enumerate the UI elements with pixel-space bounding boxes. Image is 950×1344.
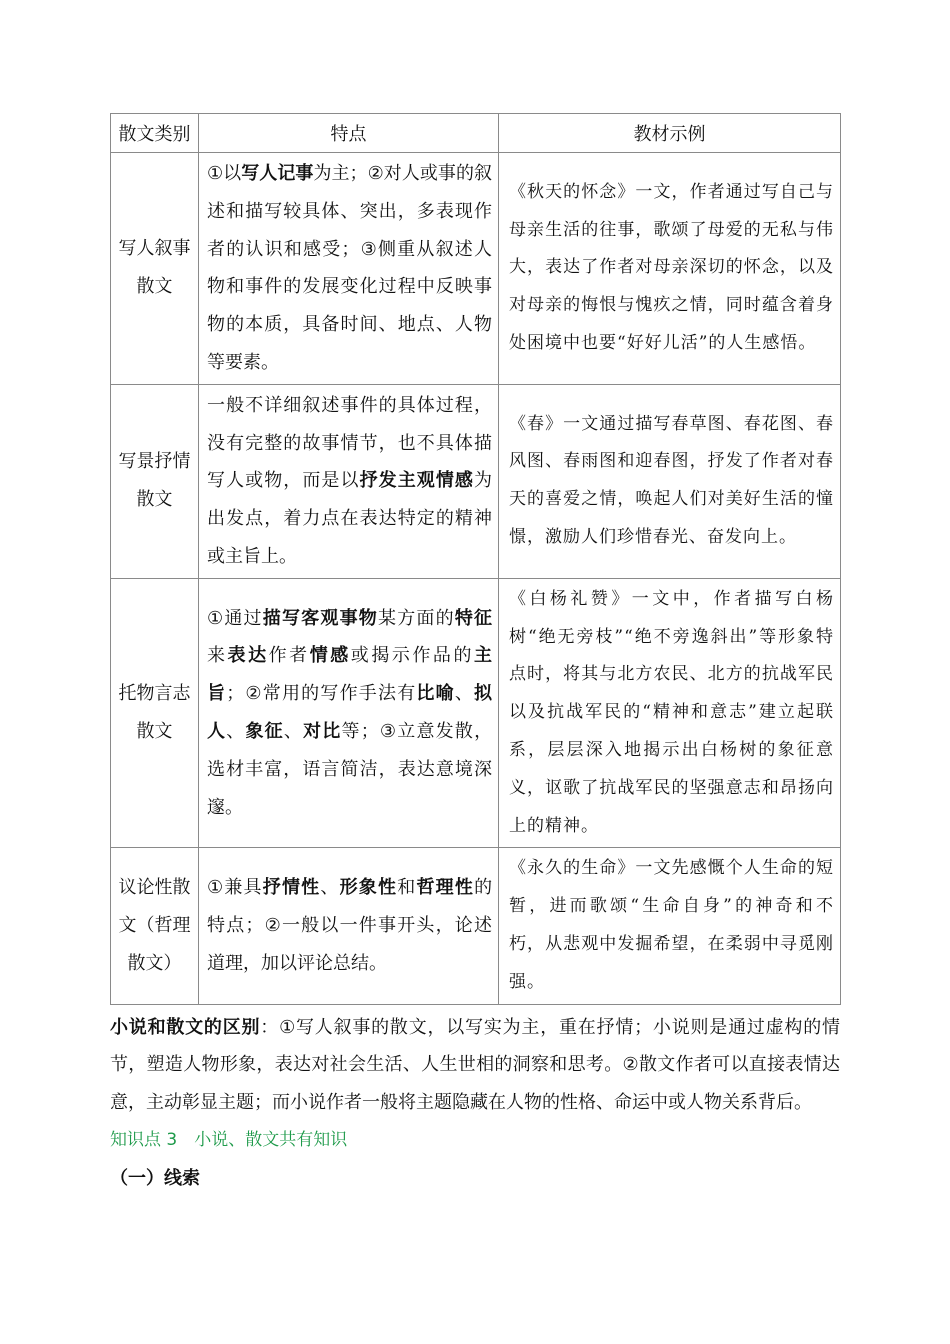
essay-types-table xyxy=(110,113,841,1005)
bold-keyword: 拟人 xyxy=(207,683,493,743)
table-row xyxy=(111,153,841,385)
text-run: 来 xyxy=(207,645,228,667)
page-content xyxy=(110,113,840,1198)
text-run: ①通过 xyxy=(207,607,263,629)
text-run: 或揭示作品的 xyxy=(350,645,475,667)
row-features xyxy=(199,848,499,1004)
bold-keyword: 比喻 xyxy=(416,683,455,705)
text-run: ①兼具 xyxy=(207,877,263,899)
text-run: 等；③立意发散，选材丰富，语言简洁，表达意境深邃。 xyxy=(207,721,493,818)
text-run: 、 xyxy=(320,877,340,899)
header-category: 散文类别 xyxy=(111,114,199,153)
knowledge-point-heading: 知识点 3 小说、散文共有知识 xyxy=(110,1129,348,1150)
text-run: 、 xyxy=(226,721,246,743)
note-text: ：①写人叙事的散文，以写实为主，重在抒情；小说则是通过虚构的情节，塑造人物形象，表达对社会生活、人生世相的洞察和思考。②散文作者可以直接表情达意，主动彰显主题；而小说作者一般将主题隐藏在人物的性格、命运中或人物关系背后。 xyxy=(110,1016,841,1114)
bold-keyword: 描写客观事物 xyxy=(262,607,378,629)
bold-keyword: 写人记事 xyxy=(241,163,314,184)
text-run: 为主；②对人或事的叙述和描写较具体、突出，多表现作者的认识和感受；③侧重从叙述人物和事件的发展变化过程中反映事物的本质，具备时间、地点、人物等要素。 xyxy=(207,163,493,373)
row-features xyxy=(199,384,499,578)
bold-keyword: 象征 xyxy=(245,721,284,743)
header-example: 教材示例 xyxy=(499,114,841,153)
novel-essay-difference-paragraph xyxy=(110,1009,840,1122)
table-row xyxy=(111,848,841,1004)
text-run: 为出发点，着力点在表达特定的精神或主旨上。 xyxy=(207,470,493,567)
row-category: 写人叙事散文 xyxy=(111,153,199,385)
bold-keyword: 情感 xyxy=(309,645,351,667)
text-run: 的特点；②一般以一件事开头，论述道理，加以评论总结。 xyxy=(207,877,493,974)
header-features: 特点 xyxy=(199,114,499,153)
row-features xyxy=(199,153,499,385)
row-example: 《永久的生命》一文先感慨个人生命的短暂，进而歌颂“生命自身”的神奇和不朽，从悲观中发掘希望，在柔弱中寻觅刚强。 xyxy=(499,848,841,1004)
bold-keyword: 主旨 xyxy=(207,645,493,705)
bold-keyword: 抒发主观情感 xyxy=(359,470,475,492)
row-features xyxy=(199,578,499,848)
text-run: 、 xyxy=(454,683,475,705)
section-subheading: （一）线索 xyxy=(110,1167,200,1189)
text-run: 、 xyxy=(283,721,304,743)
bold-keyword: 抒情性 xyxy=(262,877,321,899)
row-example: 《白杨礼赞》一文中，作者描写白杨树“绝无旁枝”“绝不旁逸斜出”等形象特点时，将其与北方农民、北方的抗战军民以及抗战军民的“精神和意志”建立起联系，层层深入地揭示出白杨树的象征意义，讴歌了抗战军民的坚强意志和昂扬向上的精神。 xyxy=(499,578,841,848)
row-example: 《春》一文通过描写春草图、春花图、春风图、春雨图和迎春图，抒发了作者对春天的喜爱之情，唤起人们对美好生活的憧憬，激励人们珍惜春光、奋发向上。 xyxy=(499,384,841,578)
bold-keyword: 表达 xyxy=(227,645,269,667)
bold-keyword: 形象性 xyxy=(339,877,398,899)
row-category: 议论性散文（哲理散文） xyxy=(111,848,199,1004)
text-run: 某方面的 xyxy=(377,607,455,629)
table-row xyxy=(111,578,841,848)
row-example: 《秋天的怀念》一文，作者通过写自己与母亲生活的往事，歌颂了母爱的无私与伟大，表达了作者对母亲深切的怀念，以及对母亲的悔恨与愧疚之情，同时蕴含着身处困境中也要“好好儿活”的人生感悟。 xyxy=(499,153,841,385)
text-run: ①以 xyxy=(207,163,242,184)
row-category: 写景抒情散文 xyxy=(111,384,199,578)
text-run: ；②常用的写作手法有 xyxy=(226,683,417,705)
table-row xyxy=(111,384,841,578)
text-run: 作者 xyxy=(268,645,310,667)
row-category: 托物言志散文 xyxy=(111,578,199,848)
text-run: 和 xyxy=(397,877,417,899)
bold-keyword: 哲理性 xyxy=(416,877,475,899)
bold-keyword: 对比 xyxy=(303,721,342,743)
table-header-row xyxy=(111,114,841,153)
text-run: 一般不详细叙述事件的具体过程，没有完整的故事情节，也不具体描写人或物，而是以 xyxy=(207,394,492,492)
note-label: 小说和散文的区别 xyxy=(110,1016,261,1038)
bold-keyword: 特征 xyxy=(454,607,493,629)
